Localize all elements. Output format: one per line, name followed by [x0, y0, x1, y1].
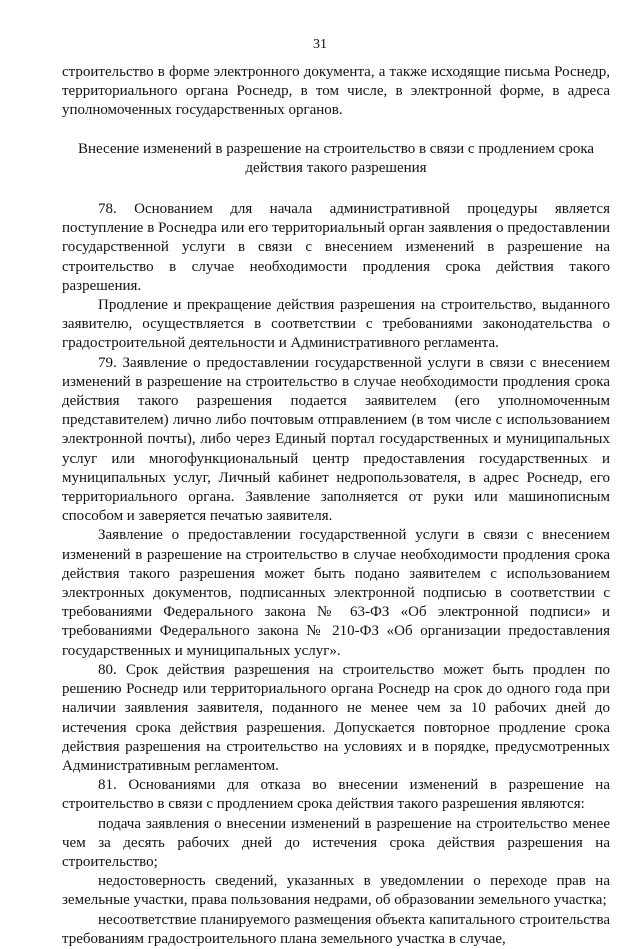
paragraph-79: 79. Заявление о предоставлении государственной услуги в связи с внесением изменений в разрешение на строительство в случае необходимости продления срока действия такого разрешения подается заявителем (его уполномоченным представителем) лично либо почтовым отправлением (в том числе с использованием электронной почты), либо через Единый портал государственных и муниципальных услуг или многофункциональный центр предоставления государственных и муниципальных услуг, Личный кабинет недропользователя, в адрес Роснедр, его территориального органа. Заявление заполняется от руки или машинописным способом и заверяется печатью заявителя. [62, 354, 610, 525]
paragraph-80: 80. Срок действия разрешения на строительство может быть продлен по решению Роснедр или территориального органа Роснедр на срок до одного года при наличии заявления заявителя, поданного не менее чем за 10 рабочих дней до истечения срока действия разрешения. Допускается повторное продление срока действия разрешения на строительство на условиях и в порядке, предусмотренных Административным регламентом. [62, 661, 610, 774]
paragraph-81: 81. Основаниями для отказа во внесении изменений в разрешение на строительство в связи с продлением срока действия такого разрешения являются: [62, 777, 610, 813]
paragraph-continuation: строительство в форме электронного документа, а также исходящие письма Роснедр, территориального органа Роснедр, в том числе, в электронной форме, в адреса уполномоченных государственных органов. [62, 64, 610, 119]
page-number: 31 [313, 37, 327, 52]
paragraph-78: 78. Основанием для начала административной процедуры является поступление в Роснедра или его территориальный орган заявления о предоставлении государственной услуги в связи с внесением изменений в разрешение на строительство в случае необходимости продления срока действия такого разрешения. [62, 201, 610, 294]
page-body [62, 63, 610, 949]
refusal-ground-false-data: недостоверность сведений, указанных в уведомлении о переходе прав на земельные участки, права пользования недрами, об образовании земельного участка; [62, 873, 610, 909]
paragraph-79-electronic: Заявление о предоставлении государственной услуги в связи с внесением изменений в разрешение на строительство в случае необходимости продления срока действия такого разрешения может быть подано заявителем с использованием электронных документов, подписанных электронной подписью в соответствии с требованиями Федерального закона № 63-ФЗ «Об электронной подписи» и требованиями Федерального закона № 210-ФЗ «Об организации предоставления государственных и муниципальных услуг». [62, 527, 610, 659]
section-heading: Внесение изменений в разрешение на строительство в связи с продлением срока действия такого разрешения [77, 140, 595, 176]
paragraph-78-extension: Продление и прекращение действия разрешения на строительство, выданного заявителю, осуществляется в соответствии с требованиями законодательства о градостроительной деятельности и Административного регламента. [62, 297, 610, 352]
refusal-ground-plan-mismatch: несоответствие планируемого размещения объекта капитального строительства требованиям градостроительного плана земельного участка в случае, [62, 911, 610, 947]
refusal-ground-late-filing: подача заявления о внесении изменений в разрешение на строительство менее чем за десять рабочих дней до истечения срока действия разрешения на строительство; [62, 815, 610, 870]
